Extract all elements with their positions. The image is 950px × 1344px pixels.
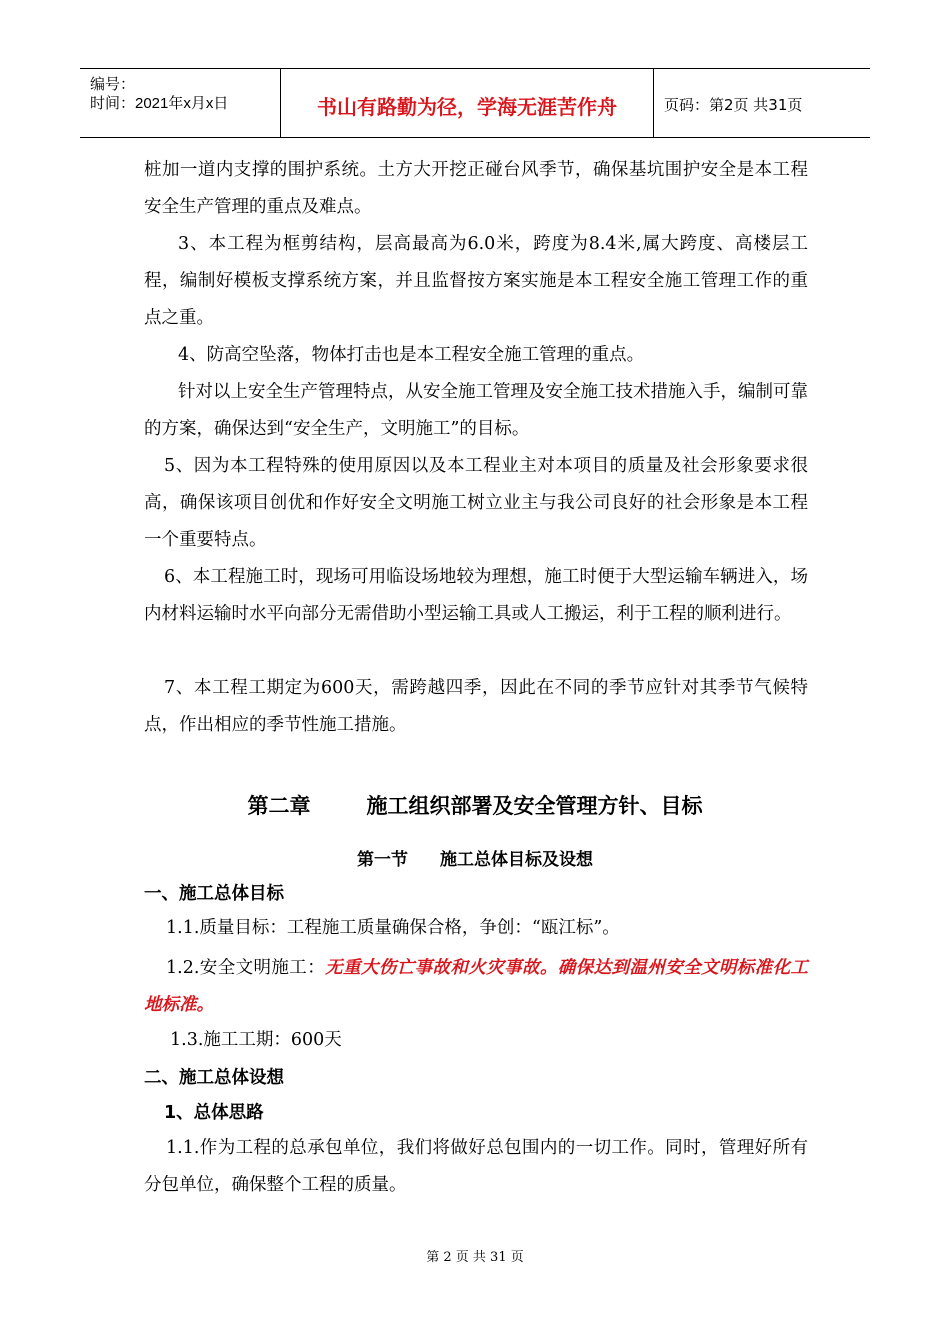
plan-paragraph: 1.1.作为工程的总承包单位，我们将做好总包围内的一切工作。同时，管理好所有分包单位，确保整个工程的质量。 bbox=[144, 1138, 808, 1195]
body-paragraph: 3、本工程为框剪结构，层高最高为6.0米，跨度为8.4米,属大跨度、高楼层工程，编制好模板支撑系统方案，并且监督按方案实施是本工程安全施工管理工作的重点之重。 bbox=[144, 234, 808, 328]
goal-quality: 1.1.质量目标：工程施工质量确保合格，争创：“瓯江标”。 bbox=[166, 918, 620, 938]
section-number: 第一节 bbox=[357, 850, 408, 870]
document-number-label: 编号： bbox=[90, 76, 136, 93]
document-date-label: 时间：2021年x月x日 bbox=[90, 95, 229, 112]
body-paragraph: 7、本工程工期定为600天，需跨越四季，因此在不同的季节应针对其季节气候特点，作出相应的季节性施工措施。 bbox=[144, 678, 808, 735]
page-footer: 第 2 页 共 31 页 bbox=[426, 1250, 524, 1265]
body-paragraph: 5、因为本工程特殊的使用原因以及本工程业主对本项目的质量及社会形象要求很高，确保该项目创优和作好安全文明施工树立业主与我公司良好的社会形象是本工程一个重要特点。 bbox=[144, 456, 808, 550]
header-meta-cell bbox=[80, 69, 281, 137]
body-paragraph: 6、本工程施工时，现场可用临设场地较为理想，施工时便于大型运输车辆进入，场内材料运输时水平向部分无需借助小型运输工具或人工搬运，利于工程的顺利进行。 bbox=[144, 567, 808, 624]
goals-heading: 一、施工总体目标 bbox=[144, 884, 284, 904]
plan-subheading: 1、总体思路 bbox=[164, 1103, 264, 1123]
plan-heading: 二、施工总体设想 bbox=[144, 1068, 284, 1088]
document-header bbox=[80, 68, 870, 138]
body-paragraph: 4、防高空坠落，物体打击也是本工程安全施工管理的重点。 bbox=[178, 345, 645, 365]
goal-duration: 1.3.施工工期：600天 bbox=[170, 1030, 342, 1050]
body-paragraph: 针对以上安全生产管理特点，从安全施工管理及安全施工技术措施入手，编制可靠的方案，确保达到“安全生产，文明施工”的目标。 bbox=[144, 382, 808, 439]
chapter-heading bbox=[0, 790, 950, 820]
body-paragraph: 桩加一道内支撑的围护系统。土方大开挖正碰台风季节，确保基坑围护安全是本工程安全生产管理的重点及难点。 bbox=[144, 160, 808, 217]
section-heading bbox=[0, 845, 950, 870]
chapter-number: 第二章 bbox=[247, 794, 311, 818]
header-motto: 书山有路勤为径，学海无涯苦作舟 bbox=[317, 95, 617, 119]
goal-safety bbox=[144, 950, 808, 1024]
section-title: 施工总体目标及设想 bbox=[440, 850, 593, 870]
goal-safety-emphasis: 无重大伤亡事故和火灾事故。确保达到温州安全文明标准化工地标准。 bbox=[144, 958, 808, 1015]
header-page-cell bbox=[654, 69, 870, 137]
goal-safety-label: 1.2.安全文明施工： bbox=[166, 958, 326, 978]
header-page-info: 页码：第2页 共31页 bbox=[664, 96, 803, 114]
header-motto-cell bbox=[281, 69, 654, 137]
chapter-title: 施工组织部署及安全管理方针、目标 bbox=[366, 794, 703, 818]
